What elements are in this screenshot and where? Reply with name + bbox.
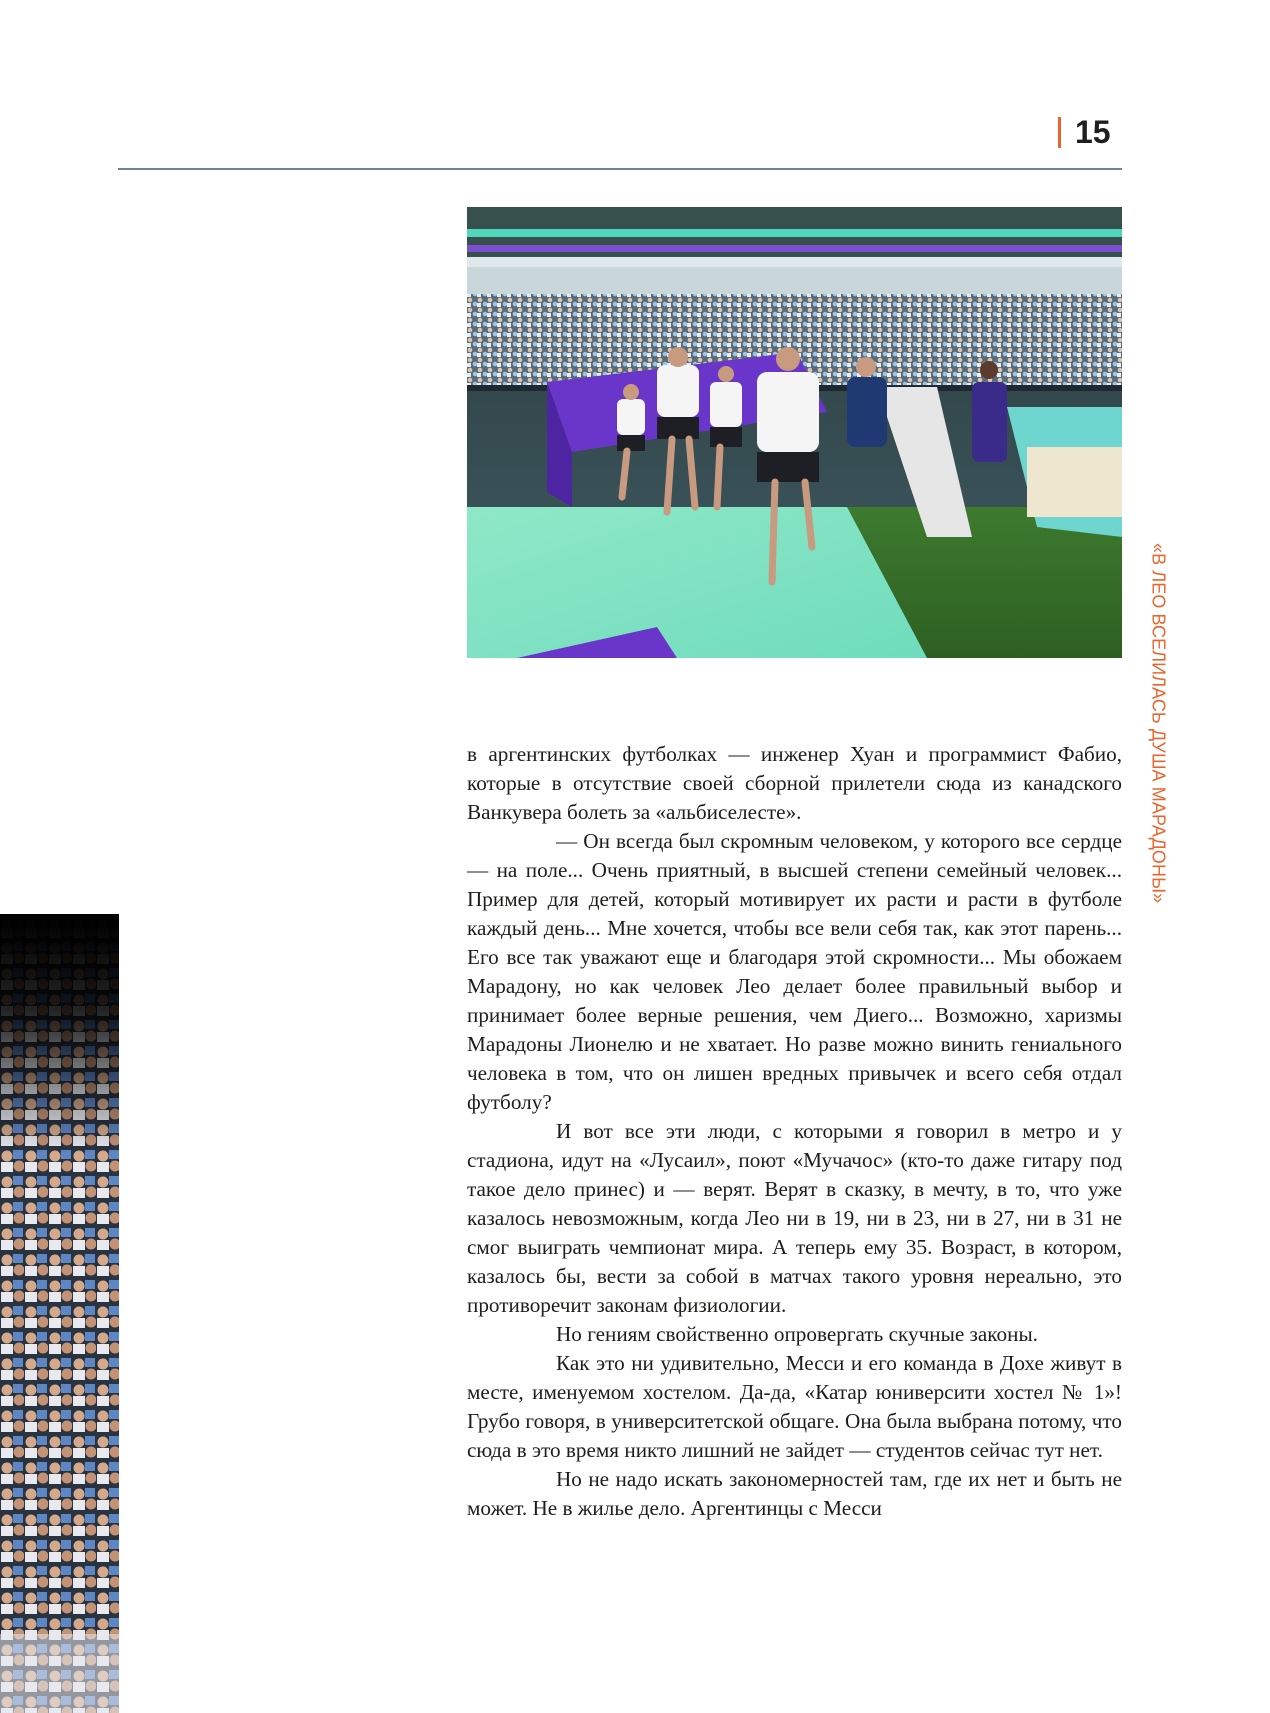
page-number: 15	[1075, 114, 1111, 150]
article-body	[467, 740, 1122, 1523]
article-paragraph: И вот все эти люди, с которыми я говорил в метро и у стадиона, идут на «Лусаил», поют «Мучачос» (кто-то даже гитару под такое дело принес) и — верят. Верят в сказку, в мечту, в то, что уже казалось невозможным, когда Лео ни в 19, ни в 23, ни в 27, ни в 31 не смог выиграть чемпионат мира. А теперь ему 35. Возраст, в котором, казалось бы, вести за собой в матчах такого уровня нереально, это противоречит законам физиологии.	[467, 1119, 1122, 1317]
header-rule	[118, 168, 1122, 170]
crowd-photo-image	[0, 914, 119, 1713]
running-head	[1140, 528, 1176, 918]
page-number-block	[1058, 112, 1111, 152]
article-paragraph: Как это ни удивительно, Месси и его команда в Дохе живут в месте, именуемом хостелом. Да-да, «Катар юниверсити хостел № 1»! Грубо говоря, в университетской общаге. Она была выбрана потому, что сюда в это время никто лишний не зайдет — студентов сейчас тут нет.	[467, 1351, 1122, 1462]
running-head-text: «В ЛЕО ВСЕЛИЛАСЬ ДУША МАРАДОНЫ»	[1148, 542, 1169, 904]
article-paragraph: Но гениям свойственно опровергать скучные законы.	[556, 1322, 1038, 1346]
stadium-photo	[467, 207, 1122, 658]
stadium-photo-image	[467, 207, 1122, 658]
article-paragraph: — Он всегда был скромным человеком, у которого все сердце — на поле... Очень приятный, в высшей степени семейный человек... Пример для детей, который мотивирует их расти и расти в футболе каждый день... Мне хочется, чтобы все вели себя так, как этот парень... Его все так уважают еще и благодаря этой скромности... Мы обожаем Марадону, но как человек Лео делает более правильный выбор и принимает более верные решения, чем Диего... Возможно, харизмы Марадоны Лионелю и не хватает. Но разве можно винить гениального человека в том, что он лишен вредных привычек и всего себя отдал футболу?	[467, 829, 1122, 1114]
page-number-accent-bar	[1058, 117, 1061, 148]
article-paragraph: в аргентинских футболках — инженер Хуан и программист Фабио, которые в отсутствие своей сборной прилетели сюда из канадского Ванкувера болеть за «альбиселесте».	[467, 742, 1122, 824]
article-paragraph: Но не надо искать закономерностей там, где их нет и быть не может. Не в жилье дело. Аргентинцы с Месси	[467, 1467, 1122, 1520]
crowd-photo-strip	[0, 914, 119, 1713]
